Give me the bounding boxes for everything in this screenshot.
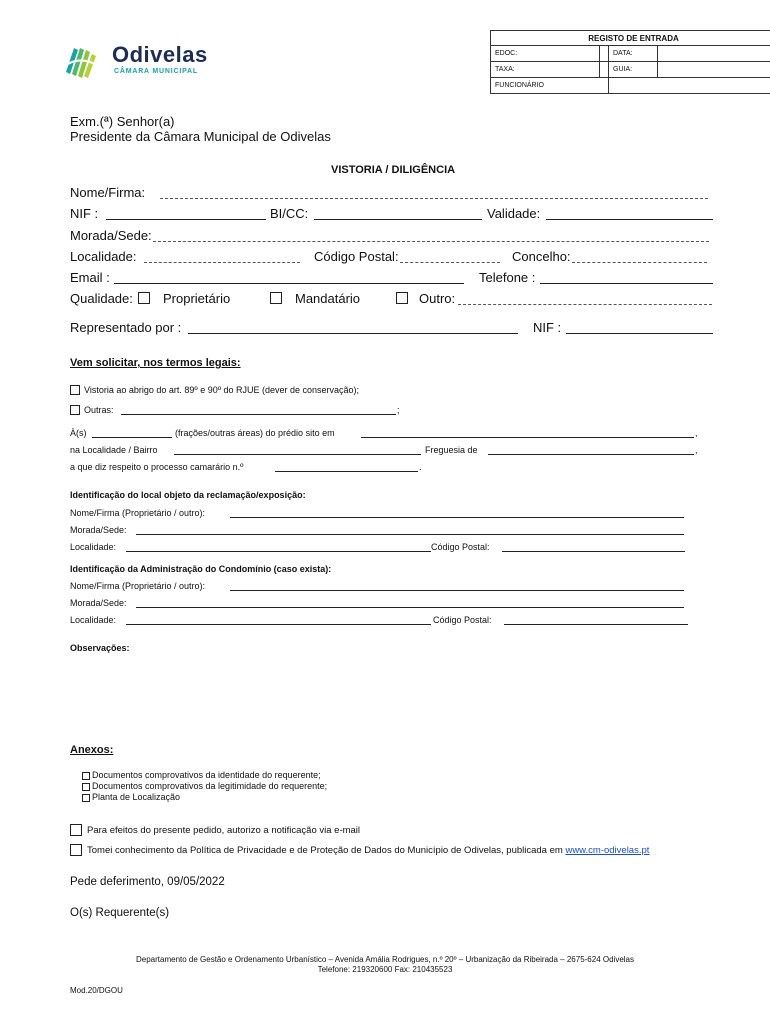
- anexo-2-checkbox[interactable]: [82, 783, 90, 791]
- cond-cp-label: Código Postal:: [433, 615, 492, 625]
- nome-field[interactable]: [160, 198, 708, 199]
- proprietario-checkbox[interactable]: [138, 292, 150, 304]
- form-title: VISTORIA / DILIGÊNCIA: [331, 164, 456, 176]
- anexo-1-checkbox[interactable]: [82, 772, 90, 780]
- processo-label: a que diz respeito o processo camarário n.º: [70, 462, 244, 472]
- representado-label: Representado por :: [70, 320, 182, 335]
- vistoria-checkbox[interactable]: [70, 385, 80, 395]
- funcionario-label: FUNCIONÁRIO: [491, 78, 609, 94]
- odivelas-logo-icon: [62, 42, 102, 82]
- condominio-heading: Identificação da Administração do Condomínio (caso exista):: [70, 564, 332, 574]
- deferimento: Pede deferimento, 09/05/2022: [70, 876, 225, 888]
- privacy-link[interactable]: www.cm-odivelas.pt: [565, 845, 650, 856]
- edoc-value[interactable]: [600, 46, 609, 62]
- privacy-checkbox[interactable]: [70, 844, 82, 856]
- bicc-label: BI/CC:: [270, 206, 309, 221]
- footer-address: Departamento de Gestão e Ordenamento Urbanístico – Avenida Amália Rodrigues, n.º 20º – Urbanização da Ribeirada – 2675-624 Odivelas: [136, 955, 634, 964]
- taxa-value[interactable]: [600, 62, 609, 78]
- morada-field[interactable]: [153, 241, 709, 242]
- processo-dot: .: [419, 462, 422, 472]
- data-value[interactable]: [658, 46, 770, 62]
- localidade-label: Localidade:: [70, 249, 137, 264]
- email-consent-label: Para efeitos do presente pedido, autorizo a notificação via e-mail: [87, 825, 361, 836]
- predio-field[interactable]: [361, 437, 694, 438]
- footer-phone: Telefone: 219320600 Fax: 210435523: [317, 965, 453, 974]
- nif-field[interactable]: [106, 219, 266, 220]
- outras-label: Outras:: [84, 405, 114, 415]
- cp-field[interactable]: [400, 262, 500, 263]
- nome-label: Nome/Firma:: [70, 185, 146, 200]
- local-localidade-field[interactable]: [126, 551, 431, 552]
- observacoes-label: Observações:: [70, 643, 130, 653]
- footer-mod: Mod.20/DGOU: [70, 986, 123, 995]
- fracoes-label: (frações/outras áreas) do prédio sito em: [175, 428, 335, 438]
- concelho-label: Concelho:: [512, 249, 571, 264]
- processo-field[interactable]: [275, 471, 418, 472]
- cond-morada-field[interactable]: [136, 607, 684, 608]
- localidade-bairro-label: na Localidade / Bairro: [70, 445, 158, 455]
- outras-field[interactable]: [121, 414, 396, 415]
- taxa-label: TAXA:: [491, 62, 600, 78]
- localidade-bairro-field[interactable]: [174, 454, 421, 455]
- outro-field[interactable]: [458, 304, 712, 305]
- local-nome-label: Nome/Firma (Proprietário / outro):: [70, 508, 206, 518]
- registo-table: [490, 30, 770, 94]
- local-localidade-label: Localidade:: [70, 542, 117, 552]
- address-line2: Presidente da Câmara Municipal de Odivelas: [70, 129, 331, 144]
- cond-localidade-field[interactable]: [126, 624, 431, 625]
- vistoria-label: Vistoria ao abrigo do art. 89º e 90º do RJUE (dever de conservação);: [84, 385, 360, 395]
- registo-title: REGISTO DE ENTRADA: [491, 31, 770, 46]
- cond-nome-label: Nome/Firma (Proprietário / outro):: [70, 581, 206, 591]
- outro-label: Outro:: [419, 291, 456, 306]
- comma2: ,: [695, 445, 698, 455]
- logo-name: Odivelas: [112, 42, 208, 67]
- data-label: DATA:: [609, 46, 658, 62]
- email-label: Email :: [70, 270, 110, 285]
- logo: [62, 42, 232, 82]
- local-heading: Identificação do local objeto da reclamação/exposição:: [70, 490, 306, 500]
- privacy-label: Tomei conhecimento da Política de Privacidade e de Proteção de Dados do Município de Odivelas, publicada em: [87, 845, 563, 856]
- nif2-field[interactable]: [566, 333, 713, 334]
- guia-value[interactable]: [658, 62, 770, 78]
- local-cp-field[interactable]: [502, 551, 685, 552]
- cond-cp-field[interactable]: [504, 624, 688, 625]
- anexo-3-checkbox[interactable]: [82, 794, 90, 802]
- nif-label: NIF :: [70, 206, 99, 221]
- email-consent-checkbox[interactable]: [70, 824, 82, 836]
- requerente: O(s) Requerente(s): [70, 907, 170, 919]
- freguesia-field[interactable]: [488, 454, 694, 455]
- outras-end: ;: [397, 405, 400, 415]
- nif2-label: NIF :: [533, 320, 562, 335]
- freguesia-label: Freguesia de: [425, 445, 478, 455]
- solicitar-heading: Vem solicitar, nos termos legais:: [70, 357, 241, 369]
- validade-label: Validade:: [487, 206, 541, 221]
- cond-nome-field[interactable]: [230, 590, 684, 591]
- guia-label: GUIA:: [609, 62, 658, 78]
- telefone-field[interactable]: [540, 283, 713, 284]
- anexo-2-label: Documentos comprovativos da legitimidade do requerente;: [92, 781, 328, 791]
- funcionario-value[interactable]: [609, 78, 770, 94]
- bicc-field[interactable]: [314, 219, 482, 220]
- cond-morada-label: Morada/Sede:: [70, 598, 127, 608]
- morada-label: Morada/Sede:: [70, 228, 152, 243]
- qualidade-label: Qualidade:: [70, 291, 133, 306]
- anexo-1-label: Documentos comprovativos da identidade do requerente;: [92, 770, 321, 780]
- cond-localidade-label: Localidade:: [70, 615, 117, 625]
- address-line1: Exm.(ª) Senhor(a): [70, 114, 175, 129]
- local-morada-label: Morada/Sede:: [70, 525, 127, 535]
- local-cp-label: Código Postal:: [431, 542, 490, 552]
- local-nome-field[interactable]: [230, 517, 684, 518]
- validade-field[interactable]: [546, 219, 713, 220]
- mandatario-label: Mandatário: [295, 291, 361, 306]
- anexos-heading: Anexos:: [70, 744, 114, 756]
- fracoes-field[interactable]: [92, 437, 172, 438]
- as-label: À(s): [70, 428, 87, 438]
- anexo-3-label: Planta de Localização: [92, 792, 181, 802]
- logo-subtitle: CÂMARA MUNICIPAL: [114, 68, 198, 75]
- outro-checkbox[interactable]: [396, 292, 408, 304]
- mandatario-checkbox[interactable]: [270, 292, 282, 304]
- concelho-field[interactable]: [572, 262, 707, 263]
- cp-label: Código Postal:: [314, 249, 399, 264]
- localidade-field[interactable]: [144, 262, 300, 263]
- email-field[interactable]: [114, 283, 464, 284]
- local-morada-field[interactable]: [136, 534, 684, 535]
- edoc-label: EDOC:: [491, 46, 600, 62]
- representado-field[interactable]: [188, 333, 518, 334]
- comma1: ,: [695, 428, 698, 438]
- outras-checkbox[interactable]: [70, 405, 80, 415]
- proprietario-label: Proprietário: [163, 291, 231, 306]
- observacoes-area[interactable]: [70, 657, 710, 737]
- telefone-label: Telefone :: [479, 270, 536, 285]
